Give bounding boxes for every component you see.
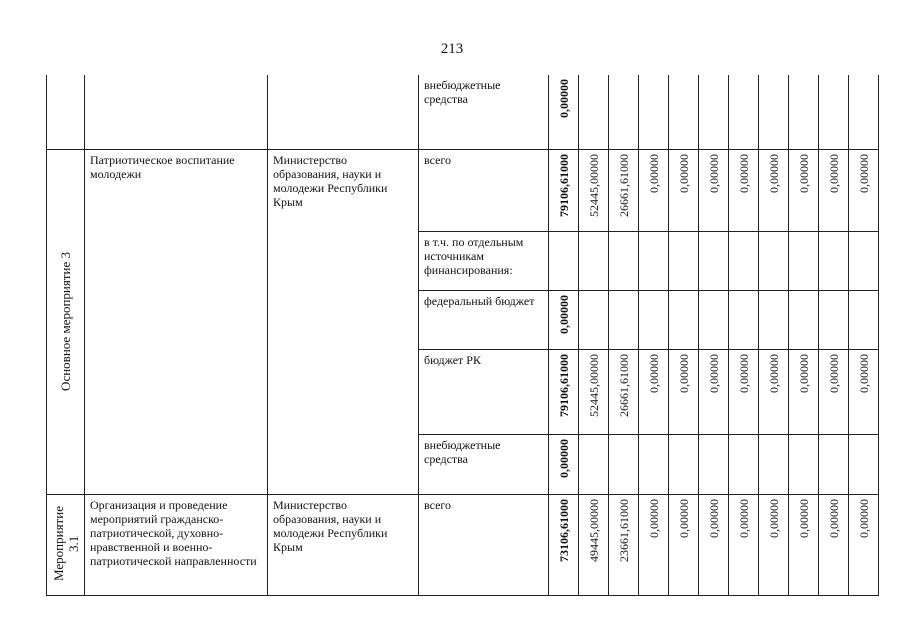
funding-table: [46, 75, 879, 596]
value-wrap: [669, 232, 698, 289]
value-wrap: [789, 350, 818, 433]
empty-cell: [85, 75, 268, 149]
source-label: в т.ч. по отдельным источникам финансирования:: [419, 231, 549, 290]
value-text: 0,00000: [796, 498, 811, 538]
value-cell: [819, 290, 849, 349]
value-cell: [669, 434, 699, 494]
value-cell: [579, 75, 609, 149]
value-cell: [849, 434, 879, 494]
table-row: [47, 75, 879, 149]
value-wrap: [819, 495, 848, 594]
value-cell: [729, 494, 759, 595]
value-cell: [639, 75, 669, 149]
value-wrap: [609, 232, 638, 289]
value-text: 0,00000: [646, 353, 661, 393]
source-label: внебюджетные средства: [419, 75, 549, 149]
value-cell: [609, 290, 639, 349]
value-cell: [639, 349, 669, 434]
value-text: 0,00000: [706, 353, 721, 393]
value-wrap: [729, 232, 758, 289]
value-wrap: [759, 435, 788, 493]
empty-cell: [47, 75, 85, 149]
value-text: 0,00000: [646, 498, 661, 538]
value-wrap: [729, 150, 758, 230]
value-cell: [669, 149, 699, 231]
value-cell: [579, 349, 609, 434]
value-wrap: [669, 495, 698, 594]
value-cell: [609, 349, 639, 434]
activity-name: Организация и проведение мероприятий гражданско-патриотической, духовно-нравственной и военно-патриотической направленности: [85, 494, 268, 595]
value-wrap: [549, 435, 578, 493]
value-wrap: [579, 150, 608, 230]
value-text: 0,00000: [676, 498, 691, 538]
value-wrap: [549, 232, 578, 289]
value-text: 52445,00000: [586, 153, 601, 217]
value-cell: [639, 434, 669, 494]
value-wrap: [669, 75, 698, 147]
value-cell: [759, 149, 789, 231]
value-cell: [639, 231, 669, 290]
activity-label: Основное мероприятие 3: [57, 251, 73, 391]
value-wrap: [729, 350, 758, 433]
value-wrap: [609, 75, 638, 147]
value-cell: [729, 231, 759, 290]
value-wrap: [759, 232, 788, 289]
value-cell: [789, 149, 819, 231]
value-wrap: [789, 232, 818, 289]
value-cell: [699, 494, 729, 595]
executor: Министерство образования, науки и молодежи Республики Крым: [268, 494, 419, 595]
value-wrap: [579, 495, 608, 594]
value-cell: [549, 349, 579, 434]
value-text: 49445,00000: [586, 498, 601, 562]
value-wrap: [639, 350, 668, 433]
source-label: всего: [419, 494, 549, 595]
value-wrap: [549, 150, 578, 230]
value-cell: [699, 149, 729, 231]
value-wrap: [669, 150, 698, 230]
value-cell: [759, 494, 789, 595]
value-wrap: [819, 75, 848, 147]
value-cell: [579, 494, 609, 595]
value-wrap: [729, 435, 758, 493]
value-cell: [609, 434, 639, 494]
activity-label: Мероприятие 3.1: [50, 506, 81, 582]
activity-label-wrap: [47, 150, 84, 493]
activity-label-cell: [47, 149, 85, 494]
value-wrap: [729, 291, 758, 348]
value-text: 0,00000: [856, 498, 871, 538]
value-cell: [849, 494, 879, 595]
value-text: 79106,61000: [556, 153, 571, 217]
value-wrap: [819, 291, 848, 348]
value-text: 0,00000: [766, 353, 781, 393]
value-wrap: [789, 150, 818, 230]
value-text: 0,00000: [706, 153, 721, 193]
value-cell: [789, 434, 819, 494]
value-text: 52445,00000: [586, 353, 601, 417]
value-cell: [819, 231, 849, 290]
value-wrap: [819, 350, 848, 433]
value-text: 0,00000: [736, 153, 751, 193]
value-text: 0,00000: [856, 353, 871, 393]
value-cell: [669, 75, 699, 149]
value-wrap: [849, 75, 878, 147]
value-wrap: [759, 350, 788, 433]
value-cell: [759, 75, 789, 149]
value-text: 0,00000: [556, 79, 571, 118]
value-cell: [789, 494, 819, 595]
value-cell: [639, 149, 669, 231]
value-cell: [699, 434, 729, 494]
value-wrap: [699, 75, 728, 147]
value-cell: [789, 290, 819, 349]
value-wrap: [609, 150, 638, 230]
value-cell: [549, 149, 579, 231]
value-wrap: [579, 350, 608, 433]
value-cell: [819, 349, 849, 434]
value-cell: [549, 290, 579, 349]
value-cell: [609, 231, 639, 290]
value-cell: [609, 149, 639, 231]
value-wrap: [759, 291, 788, 348]
value-wrap: [729, 75, 758, 147]
value-wrap: [819, 435, 848, 493]
value-wrap: [639, 291, 668, 348]
value-text: 0,00000: [556, 438, 571, 478]
value-wrap: [579, 232, 608, 289]
value-wrap: [609, 495, 638, 594]
value-cell: [579, 290, 609, 349]
value-cell: [759, 349, 789, 434]
page-number: 213: [440, 41, 464, 57]
executor: Министерство образования, науки и молодежи Республики Крым: [268, 149, 419, 494]
value-cell: [819, 149, 849, 231]
value-cell: [759, 434, 789, 494]
value-wrap: [609, 435, 638, 493]
value-cell: [849, 290, 879, 349]
value-wrap: [759, 75, 788, 147]
value-cell: [789, 349, 819, 434]
value-cell: [579, 231, 609, 290]
value-text: 0,00000: [736, 498, 751, 538]
table-row: [47, 149, 879, 231]
value-wrap: [819, 150, 848, 230]
value-cell: [729, 434, 759, 494]
value-cell: [759, 231, 789, 290]
value-cell: [819, 494, 849, 595]
value-cell: [609, 75, 639, 149]
value-text: 0,00000: [796, 153, 811, 193]
value-wrap: [789, 435, 818, 493]
value-cell: [699, 75, 729, 149]
value-text: 0,00000: [766, 498, 781, 538]
value-text: 0,00000: [736, 353, 751, 393]
value-wrap: [849, 291, 878, 348]
value-text: 0,00000: [766, 153, 781, 193]
value-wrap: [849, 350, 878, 433]
value-wrap: [579, 75, 608, 147]
value-text: 0,00000: [676, 153, 691, 193]
activity-label-cell: [47, 494, 85, 595]
value-cell: [699, 231, 729, 290]
value-cell: [789, 75, 819, 149]
value-wrap: [789, 75, 818, 147]
value-text: 0,00000: [826, 353, 841, 393]
value-text: 0,00000: [826, 498, 841, 538]
value-cell: [579, 149, 609, 231]
value-wrap: [699, 150, 728, 230]
value-cell: [789, 231, 819, 290]
source-label: всего: [419, 149, 549, 231]
value-wrap: [549, 75, 578, 147]
value-wrap: [549, 350, 578, 433]
value-wrap: [699, 350, 728, 433]
value-text: 0,00000: [796, 353, 811, 393]
source-label: федеральный бюджет: [419, 290, 549, 349]
value-wrap: [639, 435, 668, 493]
activity-label-wrap: [47, 495, 84, 594]
value-wrap: [699, 291, 728, 348]
value-text: 0,00000: [556, 294, 571, 334]
value-text: 0,00000: [676, 353, 691, 393]
value-cell: [729, 290, 759, 349]
value-cell: [849, 349, 879, 434]
value-wrap: [669, 350, 698, 433]
value-text: 26661,61000: [616, 353, 631, 417]
value-cell: [639, 494, 669, 595]
value-cell: [609, 494, 639, 595]
value-text: 26661,61000: [616, 153, 631, 217]
value-wrap: [549, 291, 578, 348]
value-wrap: [669, 291, 698, 348]
value-wrap: [639, 232, 668, 289]
value-cell: [579, 434, 609, 494]
value-wrap: [609, 350, 638, 433]
value-wrap: [579, 435, 608, 493]
value-cell: [549, 231, 579, 290]
value-cell: [669, 494, 699, 595]
value-text: 0,00000: [646, 153, 661, 193]
value-wrap: [639, 75, 668, 147]
value-cell: [549, 494, 579, 595]
value-wrap: [639, 495, 668, 594]
value-cell: [669, 349, 699, 434]
value-cell: [849, 75, 879, 149]
value-cell: [819, 75, 849, 149]
value-text: 0,00000: [826, 153, 841, 193]
value-wrap: [789, 291, 818, 348]
value-wrap: [819, 232, 848, 289]
value-text: 79106,61000: [556, 353, 571, 417]
value-text: 0,00000: [856, 153, 871, 193]
value-cell: [549, 434, 579, 494]
value-text: 0,00000: [706, 498, 721, 538]
value-text: 73106,61000: [556, 498, 571, 562]
value-cell: [819, 434, 849, 494]
value-cell: [669, 290, 699, 349]
activity-name: Патриотическое воспитание молодежи: [85, 149, 268, 494]
value-cell: [729, 149, 759, 231]
value-wrap: [549, 495, 578, 594]
value-wrap: [849, 232, 878, 289]
value-wrap: [729, 495, 758, 594]
empty-cell: [268, 75, 419, 149]
value-cell: [699, 349, 729, 434]
value-cell: [639, 290, 669, 349]
value-cell: [699, 290, 729, 349]
source-label: внебюджетные средства: [419, 434, 549, 494]
source-label: бюджет РК: [419, 349, 549, 434]
value-wrap: [699, 435, 728, 493]
value-cell: [849, 231, 879, 290]
value-cell: [849, 149, 879, 231]
value-wrap: [849, 150, 878, 230]
value-wrap: [759, 150, 788, 230]
value-wrap: [699, 232, 728, 289]
value-wrap: [789, 495, 818, 594]
value-cell: [759, 290, 789, 349]
value-wrap: [699, 495, 728, 594]
value-wrap: [849, 495, 878, 594]
value-cell: [669, 231, 699, 290]
value-wrap: [849, 435, 878, 493]
value-wrap: [759, 495, 788, 594]
value-wrap: [579, 291, 608, 348]
value-text: 23661,61000: [616, 498, 631, 562]
value-cell: [549, 75, 579, 149]
value-wrap: [669, 435, 698, 493]
value-wrap: [639, 150, 668, 230]
value-cell: [729, 349, 759, 434]
table-row: [47, 494, 879, 595]
value-wrap: [609, 291, 638, 348]
value-cell: [729, 75, 759, 149]
